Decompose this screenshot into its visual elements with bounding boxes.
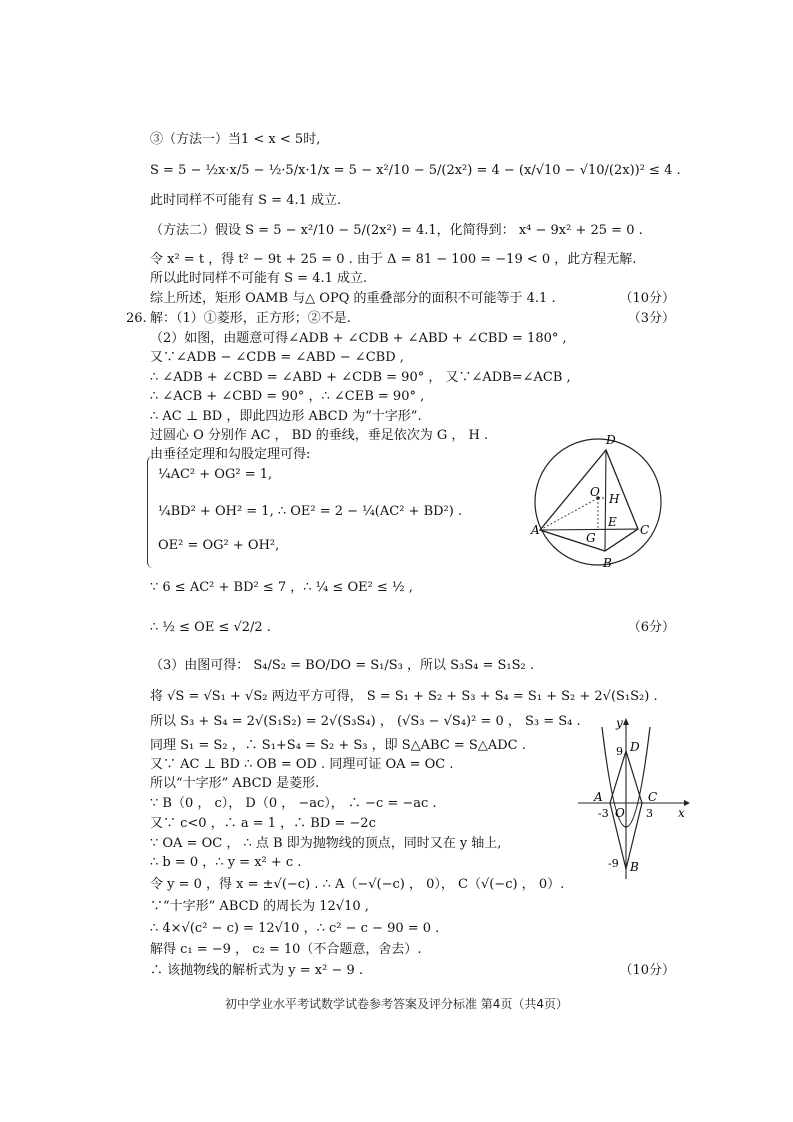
label-c: C bbox=[640, 523, 650, 537]
line: 过圆心 O 分别作 AC ， BD 的垂线，垂足依次为 G ， H . bbox=[150, 428, 489, 443]
equation-line: ¼AC² + OG² = 1, bbox=[158, 467, 273, 482]
line: ∵ OA = OC ， ∴ 点 B 即为抛物线的顶点，同时又在 y 轴上, bbox=[150, 836, 502, 851]
line: 同理 S₁ = S₂ ，∴ S₁+S₄ = S₂ + S₃ ，即 S△ABC = S△ADC . bbox=[150, 738, 526, 753]
tick-neg9: -9 bbox=[608, 857, 619, 870]
formula-line: S = 5 − ½x·x/5 − ½·5/x·1/x = 5 − x²/10 − 5/(2x²) = 4 − (x/√10 − √10/(2x))² ≤ 4 . bbox=[150, 163, 681, 178]
label-a: A bbox=[594, 790, 603, 804]
label-x: x bbox=[678, 806, 685, 820]
line: 所以此时同样不可能有 S = 4.1 成立. bbox=[150, 271, 368, 286]
line: 又∵ c<0 ，∴ a = 1 ，∴ BD = −2c bbox=[150, 816, 376, 831]
line: 又∵∠ADB − ∠CDB = ∠ABD − ∠CBD , bbox=[150, 350, 404, 365]
line: ∴ ∠ACB + ∠CBD = 90° ，∴ ∠CEB = 90° , bbox=[150, 389, 425, 404]
equation-line: ¼BD² + OH² = 1, ∴ OE² = 2 − ¼(AC² + BD²) . bbox=[158, 504, 463, 519]
parabola-figure bbox=[574, 713, 694, 883]
line: ∴ AC ⊥ BD ，即此四边形 ABCD 为“十字形”. bbox=[150, 409, 422, 424]
score-label: （10分） bbox=[619, 963, 675, 978]
line: ∴ ½ ≤ OE ≤ √2/2 . bbox=[150, 620, 271, 635]
diagonal-ac bbox=[540, 529, 638, 530]
line: 解得 c₁ = −9 ， c₂ = 10（不合题意，舍去）. bbox=[150, 942, 422, 957]
page-footer: 初中学业水平考试数学试卷参考答案及评分标准 第4页（共4页） bbox=[224, 997, 569, 1011]
score-label: （6分） bbox=[627, 620, 675, 635]
label-o: O bbox=[590, 485, 600, 499]
tick-neg3: -3 bbox=[598, 807, 609, 820]
equation-system-brace bbox=[147, 456, 156, 568]
line: 所以 S₃ + S₄ = 2√(S₁S₂) = 2√(S₃S₄) ， (√S₃ − √S₄)² = 0 ， S₃ = S₄ . bbox=[150, 714, 581, 729]
diagonal-bd bbox=[605, 450, 606, 551]
line: 解：（1）①菱形，正方形；②不是. bbox=[150, 311, 351, 326]
line: 所以“十字形” ABCD 是菱形. bbox=[150, 776, 320, 791]
line: 令 x² = t ，得 t² − 9t + 25 = 0 . 由于 Δ = 81 − 100 = −19 < 0 ，此方程无解. bbox=[150, 252, 637, 267]
line: 又∵ AC ⊥ BD ∴ OB = OD . 同理可证 OA = OC . bbox=[150, 757, 454, 772]
label-d: D bbox=[630, 740, 640, 754]
line: ∵ 6 ≤ AC² + BD² ≤ 7 ，∴ ¼ ≤ OE² ≤ ½ , bbox=[150, 580, 413, 595]
line: 将 √S = √S₁ + √S₂ 两边平方可得， S = S₁ + S₂ + S₃ + S₄ = S₁ + S₂ + 2√(S₁S₂) . bbox=[150, 689, 658, 704]
label-d: D bbox=[606, 433, 616, 447]
line: ③（方法一）当1 < x < 5时, bbox=[150, 132, 321, 147]
label-h: H bbox=[609, 492, 620, 506]
line: （3）由图可得： S₄/S₂ = BO/DO = S₁/S₃ ，所以 S₃S₄ = S₁S₂ . bbox=[150, 658, 535, 673]
label-b: B bbox=[603, 556, 612, 570]
tick-9: 9 bbox=[616, 745, 623, 758]
equation-line: OE² = OG² + OH², bbox=[158, 538, 280, 553]
label-y: y bbox=[616, 716, 623, 730]
line: ∴ 4×√(c² − c) = 12√10 ，∴ c² − c − 90 = 0 . bbox=[150, 921, 440, 936]
label-a: A bbox=[531, 523, 540, 537]
x-axis-arrow bbox=[684, 800, 690, 806]
label-e: E bbox=[608, 515, 617, 529]
line: 令 y = 0 ，得 x = ±√(−c) . ∴ A（−√(−c) ， 0）， C（√(−c) ， 0）. bbox=[150, 877, 565, 892]
line: ∴ ∠ADB + ∠CBD = ∠ABD + ∠CDB = 90° ， 又∵∠ADB=∠ACB , bbox=[150, 370, 571, 385]
line: ∵ B（0 ， c）， D（0 ， −ac）， ∴ −c = −ac . bbox=[150, 796, 437, 811]
line: ∴ 该抛物线的解析式为 y = x² − 9 . bbox=[150, 963, 364, 978]
score-label: （3分） bbox=[627, 311, 675, 326]
line: 由垂径定理和勾股定理可得: bbox=[150, 447, 311, 462]
label-g: G bbox=[586, 531, 596, 545]
circle-geometry-figure bbox=[528, 430, 673, 575]
label-o: O bbox=[615, 806, 625, 820]
label-b: B bbox=[630, 860, 639, 874]
line: 此时同样不可能有 S = 4.1 成立. bbox=[150, 193, 342, 208]
score-label: （10分） bbox=[619, 291, 675, 306]
segment-ao bbox=[540, 498, 598, 530]
label-c: C bbox=[648, 790, 658, 804]
line: ∵“十字形” ABCD 的周长为 12√10 , bbox=[150, 899, 369, 914]
line: （2）如图，由题意可得∠ADB + ∠CDB + ∠ABD + ∠CBD = 180° , bbox=[150, 331, 567, 346]
question-number: 26. bbox=[126, 311, 147, 326]
conclusion-line: 综上所述，矩形 OAMB 与△ OPQ 的重叠部分的面积不可能等于 4.1 . bbox=[150, 291, 556, 306]
formula-line: （方法二）假设 S = 5 − x²/10 − 5/(2x²) = 4.1，化简得到： x⁴ − 9x² + 25 = 0 . bbox=[150, 223, 643, 238]
tick-3: 3 bbox=[646, 807, 653, 820]
line: ∴ b = 0 ，∴ y = x² + c . bbox=[150, 855, 302, 870]
y-axis-arrow bbox=[623, 718, 629, 725]
